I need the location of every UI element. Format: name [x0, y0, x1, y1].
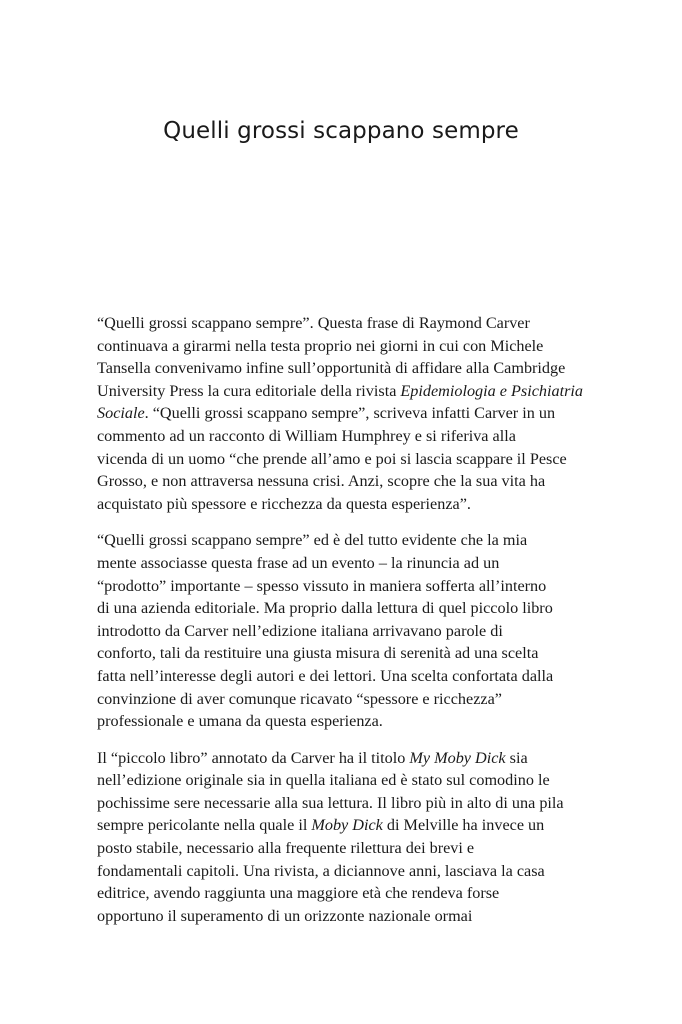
text-line — [97, 493, 597, 516]
text-segment: sempre pericolante nella quale il — [97, 816, 312, 835]
text-line — [97, 665, 597, 688]
text-segment: posto stabile, necessario alla frequente rilettura dei brevi e — [97, 839, 475, 858]
text-segment: Tansella convenivamo infine sull’opportunità di affidare alla Cambridge — [97, 359, 566, 378]
text-segment: editrice, avendo raggiunta una maggiore età che rendeva forse — [97, 884, 500, 903]
text-segment: fatta nell’interesse degli autori e dei lettori. Una scelta confortata dalla — [97, 666, 554, 685]
text-line — [97, 529, 597, 552]
text-line — [97, 470, 597, 493]
text-line — [97, 747, 597, 770]
text-line — [97, 620, 597, 643]
text-line — [97, 552, 597, 575]
text-line — [97, 710, 597, 733]
italic-text: My Moby Dick — [409, 748, 506, 767]
text-segment: “Quelli grossi scappano sempre”. Questa frase di Raymond Carver — [97, 314, 530, 332]
text-segment: di una azienda editoriale. Ma proprio dalla lettura di quel piccolo libro — [97, 599, 553, 618]
text-segment: professionale e umana da questa esperienza. — [97, 712, 383, 731]
text-line — [97, 642, 597, 665]
text-line — [97, 448, 597, 471]
text-segment: mente associasse questa frase ad un evento – la rinuncia ad un — [97, 553, 500, 572]
text-line — [97, 312, 597, 335]
text-segment: commento ad un racconto di William Humphrey e si riferiva alla — [97, 426, 516, 445]
text-line — [97, 905, 597, 928]
page-title: Quelli grossi scappano sempre — [163, 118, 519, 144]
text-segment: Grosso, e non attraversa nessuna crisi. Anzi, scopre che la sua vita ha — [97, 472, 546, 491]
italic-text: Moby Dick — [311, 816, 383, 835]
text-line — [97, 402, 597, 425]
text-segment: introdotto da Carver nell’edizione italiana arrivavano parole di — [97, 621, 503, 640]
text-line — [97, 792, 597, 815]
paragraph — [97, 312, 597, 515]
text-line — [97, 769, 597, 792]
paragraph — [97, 529, 597, 732]
text-segment: fondamentali capitoli. Una rivista, a diciannove anni, lasciava la casa — [97, 861, 545, 880]
text-segment: di Melville ha invece un — [382, 816, 545, 835]
text-line — [97, 860, 597, 883]
text-line — [97, 597, 597, 620]
body-text — [97, 312, 597, 941]
text-line — [97, 688, 597, 711]
paragraph — [97, 747, 597, 928]
italic-text: Sociale — [97, 404, 145, 423]
text-segment: sia — [505, 748, 528, 767]
text-segment: “prodotto” importante – spesso vissuto in maniera sofferta all’interno — [97, 576, 547, 595]
text-line — [97, 882, 597, 905]
text-line — [97, 357, 597, 380]
text-line — [97, 380, 597, 403]
text-line — [97, 837, 597, 860]
text-segment: University Press la cura editoriale della rivista — [97, 381, 401, 400]
italic-text: Epidemiologia e Psichiatria — [400, 381, 583, 400]
text-segment: opportuno il superamento di un orizzonte nazionale ormai — [97, 906, 473, 925]
text-line — [97, 425, 597, 448]
text-line — [97, 335, 597, 358]
text-segment: pochissime sere necessarie alla sua lettura. Il libro più in alto di una pila — [97, 793, 564, 812]
text-segment: conforto, tali da restituire una giusta misura di serenità ad una scelta — [97, 644, 539, 663]
text-segment: acquistato più spessore e ricchezza da questa esperienza”. — [97, 494, 471, 513]
text-segment: vicenda di un uomo “che prende all’amo e poi si lascia scappare il Pesce — [97, 449, 567, 468]
text-segment: Il “piccolo libro” annotato da Carver ha il titolo — [97, 748, 410, 767]
text-line — [97, 814, 597, 837]
text-segment: continuava a girarmi nella testa proprio nei giorni in cui con Michele — [97, 336, 544, 355]
text-segment: nell’edizione originale sia in quella italiana ed è stato sul comodino le — [97, 771, 550, 790]
text-segment: . “Quelli grossi scappano sempre”, scriveva infatti Carver in un — [144, 404, 556, 423]
text-segment: convinzione di aver comunque ricavato “spessore e ricchezza” — [97, 689, 502, 708]
text-segment: “Quelli grossi scappano sempre” ed è del tutto evidente che la mia — [97, 531, 528, 550]
text-line — [97, 575, 597, 598]
